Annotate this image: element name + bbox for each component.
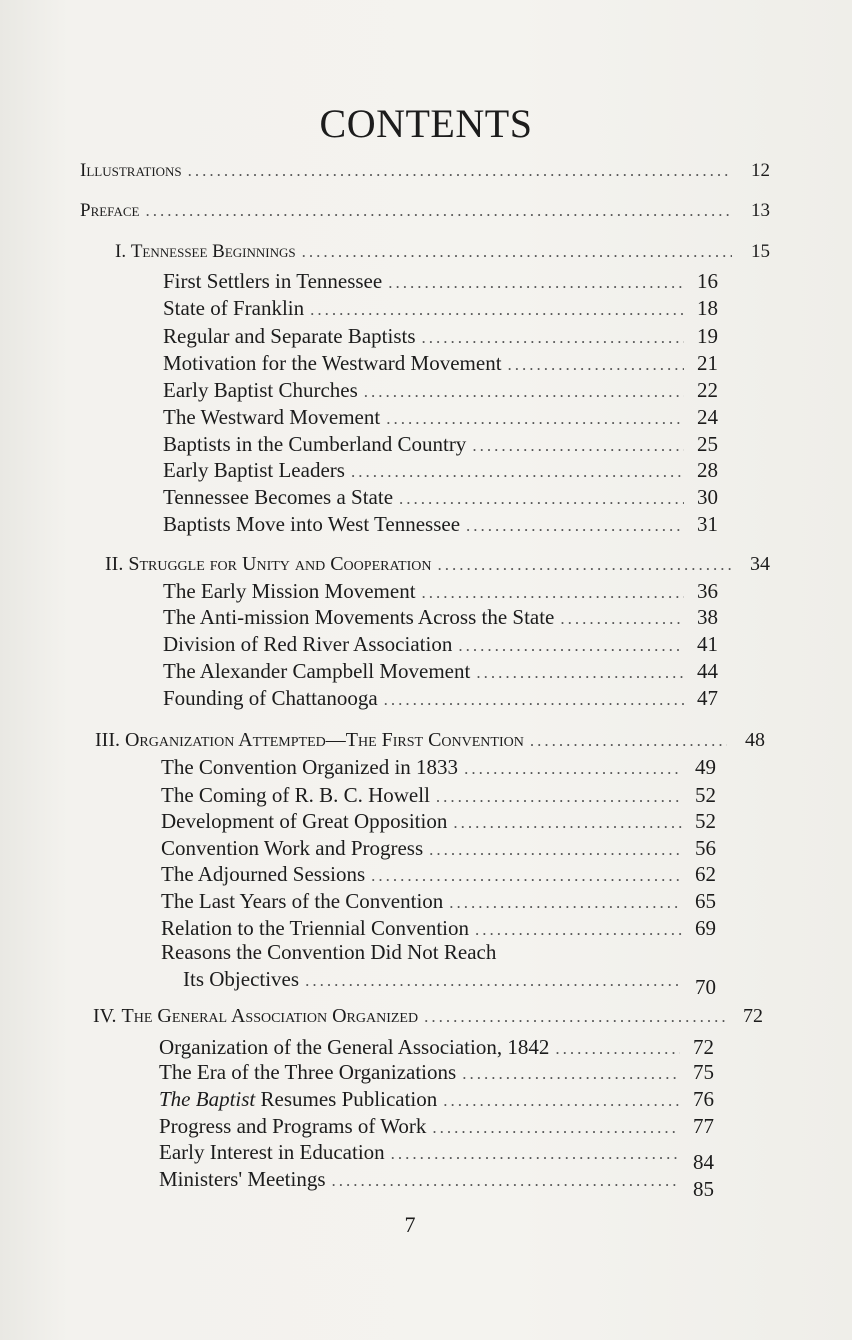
toc-label: The Alexander Campbell Movement xyxy=(163,659,471,683)
leader-dots xyxy=(436,787,682,807)
toc-label-rest: Resumes Publication xyxy=(260,1087,438,1111)
toc-page: 22 xyxy=(697,378,718,402)
chapter-heading xyxy=(115,241,296,263)
leader-dots xyxy=(422,583,684,603)
leader-dots xyxy=(422,328,684,348)
toc-section[interactable] xyxy=(161,755,716,780)
toc-page: 19 xyxy=(697,324,718,348)
toc-page: 76 xyxy=(693,1087,714,1111)
toc-section[interactable] xyxy=(163,324,718,349)
toc-page: 52 xyxy=(695,783,716,807)
toc-section[interactable] xyxy=(163,351,718,376)
leader-dots xyxy=(384,690,684,710)
toc-label: Early Baptist Churches xyxy=(163,378,358,402)
chapter-heading xyxy=(105,553,431,576)
leader-dots xyxy=(399,489,684,509)
toc-section[interactable] xyxy=(163,512,718,537)
toc-section[interactable] xyxy=(163,405,718,430)
toc-section[interactable] xyxy=(161,836,716,861)
toc-label: Baptists Move into West Tennessee xyxy=(163,512,461,536)
chapter-number: II. xyxy=(105,553,124,575)
toc-page: 70 xyxy=(695,975,716,999)
leader-dots xyxy=(476,663,684,683)
toc-label: Development of Great Opposition xyxy=(161,809,448,833)
toc-page: 84 xyxy=(693,1150,714,1174)
leader-dots xyxy=(560,609,684,629)
toc-page: 72 xyxy=(743,1005,763,1027)
chapter-number: IV. xyxy=(93,1005,117,1027)
leader-dots xyxy=(364,382,684,402)
toc-section[interactable] xyxy=(161,862,716,887)
toc-label: Ministers' Meetings xyxy=(159,1167,326,1191)
toc-section[interactable] xyxy=(159,1035,714,1060)
toc-label: The Era of the Three Organizations xyxy=(159,1060,457,1084)
leader-dots xyxy=(472,436,684,456)
periodical-title: The Baptist xyxy=(159,1087,256,1111)
toc-page: 75 xyxy=(693,1060,714,1084)
toc-label: Motivation for the Westward Movement xyxy=(163,351,502,375)
toc-label: The Adjourned Sessions xyxy=(161,862,366,886)
leader-dots xyxy=(386,409,684,429)
toc-page: 13 xyxy=(751,200,770,221)
toc-chapter-2[interactable] xyxy=(105,553,770,576)
toc-page: 31 xyxy=(697,512,718,536)
toc-label: Tennessee Becomes a State xyxy=(163,485,394,509)
toc-section[interactable] xyxy=(163,296,718,321)
toc-page: 56 xyxy=(695,836,716,860)
leader-dots xyxy=(351,462,684,482)
toc-label: The Anti-mission Movements Across the State xyxy=(163,605,555,629)
toc-page: 44 xyxy=(697,659,718,683)
leader-dots xyxy=(310,300,684,320)
toc-label: First Settlers in Tennessee xyxy=(163,269,383,293)
toc-section[interactable] xyxy=(163,378,718,403)
toc-section[interactable] xyxy=(159,1167,714,1201)
toc-page: 47 xyxy=(697,686,718,710)
toc-section-line-2[interactable] xyxy=(183,967,716,999)
toc-section[interactable] xyxy=(163,269,718,294)
toc-label: State of Franklin xyxy=(163,296,305,320)
chapter-heading xyxy=(93,1005,418,1028)
toc-section[interactable] xyxy=(163,632,718,657)
toc-section[interactable] xyxy=(163,686,718,711)
toc-section[interactable] xyxy=(163,432,718,457)
toc-page: 69 xyxy=(695,916,716,940)
toc-section[interactable] xyxy=(161,889,716,914)
leader-dots xyxy=(530,731,727,751)
leader-dots xyxy=(302,242,732,262)
toc-chapter-1[interactable] xyxy=(115,241,770,263)
toc-label: The Last Years of the Convention xyxy=(161,889,444,913)
leader-dots xyxy=(458,636,684,656)
toc-section-line-1[interactable] xyxy=(161,940,716,965)
toc-entry-preface[interactable] xyxy=(80,200,770,222)
toc-page: 24 xyxy=(697,405,718,429)
toc-page: 77 xyxy=(693,1114,714,1138)
toc-page: 49 xyxy=(695,755,716,779)
toc-label: Early Interest in Education xyxy=(159,1140,385,1164)
leader-dots xyxy=(188,161,732,181)
toc-page: 30 xyxy=(697,485,718,509)
toc-page: 21 xyxy=(697,351,718,375)
leader-dots xyxy=(453,813,682,833)
chapter-number: I. xyxy=(115,241,127,262)
chapter-title: Struggle for Unity and Cooperation xyxy=(128,553,432,575)
toc-section[interactable] xyxy=(161,783,716,808)
page-title: CONTENTS xyxy=(319,101,533,146)
toc-section[interactable] xyxy=(159,1114,714,1139)
toc-label: Division of Red River Association xyxy=(163,632,453,656)
leader-dots xyxy=(466,516,684,536)
toc-label: Relation to the Triennial Convention xyxy=(161,916,469,940)
toc-page: 85 xyxy=(693,1177,714,1201)
toc-chapter-4[interactable] xyxy=(93,1005,763,1028)
toc-label: Its Objectives xyxy=(183,967,300,991)
toc-label xyxy=(159,1087,437,1112)
toc-chapter-3[interactable] xyxy=(95,729,765,752)
toc-section[interactable] xyxy=(163,458,718,483)
toc-label: Baptists in the Cumberland Country xyxy=(163,432,467,456)
leader-dots xyxy=(432,1118,680,1138)
leader-dots xyxy=(443,1091,680,1111)
toc-section[interactable] xyxy=(163,605,718,630)
toc-section[interactable] xyxy=(159,1140,714,1174)
toc-page: 12 xyxy=(751,160,770,181)
toc-label: Founding of Chattanooga xyxy=(163,686,378,710)
toc-label: Preface xyxy=(80,200,140,221)
toc-page: 28 xyxy=(697,458,718,482)
leader-dots xyxy=(388,273,684,293)
toc-page: 15 xyxy=(751,241,770,262)
page-number: 7 xyxy=(404,1212,416,1237)
toc-entry-illustrations[interactable] xyxy=(80,160,770,182)
toc-label: Convention Work and Progress xyxy=(161,836,424,860)
leader-dots xyxy=(145,201,732,221)
toc-page: 62 xyxy=(695,862,716,886)
chapter-number: III. xyxy=(95,729,120,751)
leader-dots xyxy=(508,355,684,375)
toc-section[interactable] xyxy=(163,579,718,604)
toc-page: 48 xyxy=(745,729,765,751)
toc-page: 41 xyxy=(697,632,718,656)
toc-section[interactable] xyxy=(161,916,716,941)
toc-label: Reasons the Convention Did Not Reach xyxy=(161,940,497,964)
leader-dots xyxy=(555,1039,680,1059)
toc-page: 38 xyxy=(697,605,718,629)
leader-dots xyxy=(391,1144,680,1164)
toc-label: Regular and Separate Baptists xyxy=(163,324,416,348)
toc-section[interactable] xyxy=(159,1087,714,1112)
toc-page: 18 xyxy=(697,296,718,320)
toc-section[interactable] xyxy=(161,809,716,834)
leader-dots xyxy=(371,866,682,886)
toc-label: The Convention Organized in 1833 xyxy=(161,755,459,779)
toc-label: The Early Mission Movement xyxy=(163,579,416,603)
toc-page: 36 xyxy=(697,579,718,603)
toc-page: 52 xyxy=(695,809,716,833)
toc-section[interactable] xyxy=(163,485,718,510)
leader-dots xyxy=(475,920,682,940)
leader-dots xyxy=(429,840,682,860)
toc-section[interactable] xyxy=(163,659,718,684)
chapter-title: Tennessee Beginnings xyxy=(130,241,296,262)
leader-dots xyxy=(464,759,682,779)
toc-page: 72 xyxy=(693,1035,714,1059)
toc-page: 16 xyxy=(697,269,718,293)
leader-dots xyxy=(449,893,682,913)
leader-dots xyxy=(332,1171,680,1191)
toc-page: 34 xyxy=(750,553,770,575)
leader-dots xyxy=(462,1064,680,1084)
leader-dots xyxy=(437,555,732,575)
toc-page: 25 xyxy=(697,432,718,456)
toc-label: Organization of the General Association, 1842 xyxy=(159,1035,550,1059)
chapter-title: The General Association Organized xyxy=(121,1005,419,1027)
toc-label: Illustrations xyxy=(80,160,182,181)
toc-label: Early Baptist Leaders xyxy=(163,458,345,482)
toc-label: The Westward Movement xyxy=(163,405,381,429)
toc-label: Progress and Programs of Work xyxy=(159,1114,427,1138)
chapter-heading xyxy=(95,729,524,752)
toc-page: 65 xyxy=(695,889,716,913)
chapter-title: Organization Attempted—The First Convention xyxy=(124,729,524,751)
toc-label: The Coming of R. B. C. Howell xyxy=(161,783,430,807)
toc-section[interactable] xyxy=(159,1060,714,1085)
leader-dots xyxy=(305,971,682,991)
leader-dots xyxy=(424,1007,725,1027)
